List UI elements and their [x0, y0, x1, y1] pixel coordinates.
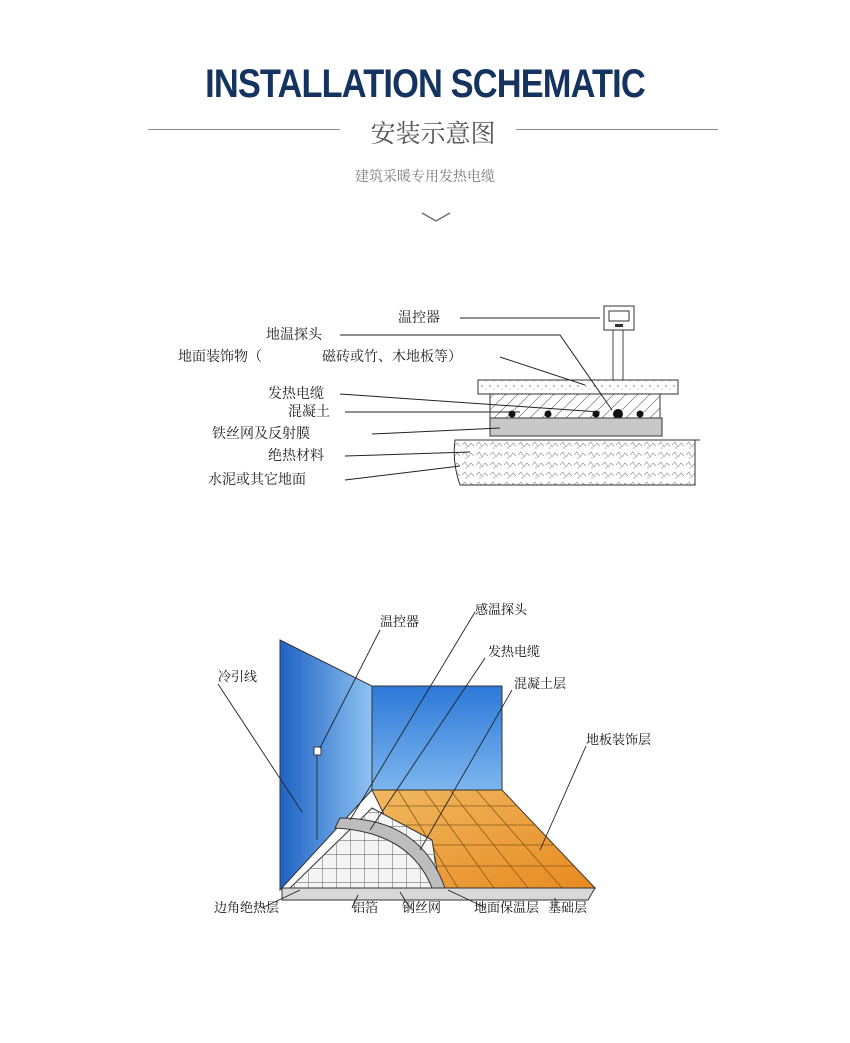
- base-slab: [282, 888, 595, 900]
- label-floor-decor-layer: 地板装饰层: [586, 733, 652, 748]
- label-heating-cable-2: 发热电缆: [488, 645, 541, 660]
- thermostat-icon: [604, 306, 634, 380]
- label-base-ground: 水泥或其它地面: [208, 472, 306, 488]
- label-floor-probe: 地温探头: [266, 327, 322, 343]
- label-floor-decor: 地面装饰物（: [178, 349, 262, 365]
- back-wall: [372, 686, 502, 790]
- label-cold-lead: 冷引线: [218, 670, 258, 685]
- label-thermostat-2: 温控器: [380, 615, 420, 630]
- label-floor-decor-detail: 磁砖或竹、木地板等）: [322, 349, 462, 365]
- page-subtitle: 安装示意图: [370, 119, 496, 148]
- thermostat-icon: [314, 747, 321, 755]
- label-concrete: 混凝土: [288, 404, 330, 420]
- chevron-down-icon: [420, 210, 452, 224]
- divider-right: [516, 129, 718, 130]
- label-floor-insulation: 地面保温层: [474, 901, 540, 916]
- label-wire-mesh-film: 铁丝网及反射膜: [212, 426, 310, 442]
- page-caption: 建筑采暖专用发热电缆: [355, 169, 495, 185]
- cross-section-diagram: [0, 295, 850, 505]
- label-insulation: 绝热材料: [268, 448, 324, 464]
- label-steel-mesh: 钢丝网: [402, 901, 442, 916]
- label-edge-insulation: 边角绝热层: [214, 901, 280, 916]
- label-base-layer: 基础层: [548, 901, 588, 916]
- label-aluminum-foil: 铝箔: [352, 901, 379, 916]
- label-sensor-probe: 感温探头: [475, 603, 528, 618]
- room-diagram: [0, 600, 850, 930]
- label-heating-cable: 发热电缆: [268, 386, 324, 402]
- floor-decor-slab: [478, 380, 678, 394]
- subtitle-row: [148, 112, 718, 148]
- page-title: INSTALLATION SCHEMATIC: [205, 62, 645, 106]
- label-concrete-layer: 混凝土层: [514, 677, 567, 692]
- ground-layer: [454, 440, 695, 485]
- mesh-film-layer: [490, 418, 662, 436]
- label-thermostat: 温控器: [398, 310, 440, 326]
